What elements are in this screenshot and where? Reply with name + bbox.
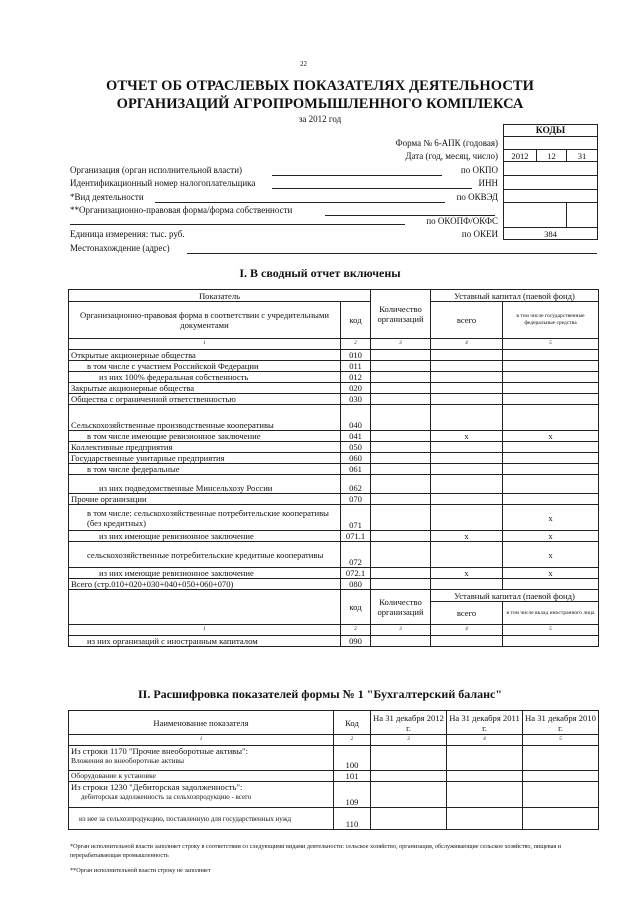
cell-count[interactable]: [371, 405, 431, 431]
row-label: дебиторская задолженность за сельхозпродукцию - всего: [81, 793, 252, 801]
table-row: [69, 442, 599, 453]
table-row: [69, 350, 599, 361]
cell-2012[interactable]: [371, 771, 447, 782]
table-row: [69, 431, 599, 442]
t1-h-state: в том числе государственные федеральные средства: [503, 302, 599, 339]
cell-state[interactable]: [503, 579, 599, 590]
cell-total[interactable]: [431, 636, 503, 647]
row-label: Вложения во внеоборотные активы: [71, 756, 185, 765]
t1-h-total: всего: [431, 302, 503, 339]
t1-h2-code: код: [341, 590, 371, 625]
row-code: 080: [341, 579, 371, 590]
row-label: из них подведомственные Минсельхозу России: [69, 475, 341, 494]
table-row: [69, 579, 599, 590]
t1-h-form: Организационно-правовая форма в соответствии с учредительными документами: [69, 302, 341, 339]
cell-state[interactable]: х: [503, 568, 599, 579]
report-title-line1: ОТЧЕТ ОБ ОТРАСЛЕВЫХ ПОКАЗАТЕЛЯХ ДЕЯТЕЛЬНОСТИ: [105, 78, 535, 94]
row-label: из них организаций с иностранным капиталом: [69, 636, 341, 647]
date-day[interactable]: 31: [567, 150, 598, 162]
legal-form-input-2[interactable]: [70, 215, 405, 225]
unit-label: Единица измерения: тыс. руб.: [70, 229, 185, 239]
row-label: Коллективные предприятия: [69, 442, 341, 453]
row-label: Открытые акционерные общества: [69, 350, 341, 361]
codes-box: [503, 124, 598, 240]
form-label: Форма № 6-АПК (годовая): [395, 138, 498, 148]
row-code: 060: [341, 453, 371, 464]
row-label: Оборудование к установке: [69, 771, 334, 782]
cell-state[interactable]: [503, 405, 599, 431]
cell-2012[interactable]: [371, 782, 447, 808]
t1-num2-3: 3: [371, 625, 431, 636]
cell-count[interactable]: [371, 350, 431, 361]
okfs-cell[interactable]: [567, 203, 598, 228]
row-code: 072.1: [341, 568, 371, 579]
cell-2011[interactable]: [447, 771, 523, 782]
row-label: Прочие организации: [69, 494, 341, 505]
table-row: [69, 636, 599, 647]
cell-total[interactable]: [431, 464, 503, 475]
table-row: [69, 394, 599, 405]
cell-total[interactable]: [431, 350, 503, 361]
row-code: 061: [341, 464, 371, 475]
cell-2011[interactable]: [447, 808, 523, 830]
cell-state[interactable]: [503, 372, 599, 383]
cell-count[interactable]: [371, 531, 431, 542]
row-label: из них имеющие ревизионное заключение: [69, 568, 341, 579]
row-code: 010: [341, 350, 371, 361]
row-code: 072: [341, 542, 371, 568]
okei-label: по ОКЕИ: [461, 229, 498, 239]
cell-2010[interactable]: [523, 782, 599, 808]
row-code: 012: [341, 372, 371, 383]
t2-num-1: 1: [69, 735, 334, 746]
cell-count[interactable]: [371, 361, 431, 372]
table-row: [69, 405, 599, 431]
t1-num-3: 3: [371, 339, 431, 350]
cell-count[interactable]: [371, 383, 431, 394]
table-row: [69, 542, 599, 568]
t2-num-3: 3: [371, 735, 447, 746]
cell-state[interactable]: [503, 453, 599, 464]
row-code: 020: [341, 383, 371, 394]
date-label: Дата (год, месяц, число): [405, 151, 498, 161]
cell-2010[interactable]: [523, 808, 599, 830]
cell-state[interactable]: [503, 475, 599, 494]
date-year[interactable]: 2012: [504, 150, 537, 162]
row-label: Всего (стр.010+020+030+040+050+060+070): [69, 579, 341, 590]
t2-num-5: 5: [523, 735, 599, 746]
table-row: [69, 464, 599, 475]
cell-count[interactable]: [371, 431, 431, 442]
footnote-1: *Орган исполнительной власти заполняет строку в соответствии со следующими видами деятельности: сельское хозяйство, организация, обслуживающие сельское хозяйство, пищевая и перерабатывающая промышленность: [70, 843, 562, 859]
t2-h-2011: На 31 декабря 2011 г.: [447, 711, 523, 735]
cell-2010[interactable]: [523, 771, 599, 782]
cell-total[interactable]: [431, 372, 503, 383]
cell-count[interactable]: [371, 464, 431, 475]
report-year: за 2012 год: [298, 114, 342, 124]
cell-count[interactable]: [371, 475, 431, 494]
codes-header: КОДЫ: [504, 125, 598, 137]
cell-total[interactable]: [431, 453, 503, 464]
cell-total[interactable]: х: [431, 431, 503, 442]
t2-h-name: Наименование показателя: [69, 711, 334, 735]
inn-code-label: ИНН: [478, 178, 498, 188]
cell-count[interactable]: [371, 542, 431, 568]
cell-2011[interactable]: [447, 782, 523, 808]
cell-state[interactable]: [503, 394, 599, 405]
cell-state[interactable]: [503, 442, 599, 453]
t1-num2-4: 4: [431, 625, 503, 636]
table-row: [69, 372, 599, 383]
okopf-cell[interactable]: [504, 203, 567, 228]
table-row: [69, 505, 599, 531]
row-code: 011: [341, 361, 371, 372]
row-code: 030: [341, 394, 371, 405]
cell-total[interactable]: [431, 383, 503, 394]
activity-input[interactable]: [155, 193, 445, 203]
t1-h-capital: Уставный капитал (паевой фонд): [431, 290, 599, 302]
row-code: 050: [341, 442, 371, 453]
cell-state[interactable]: [503, 361, 599, 372]
row-code: 062: [341, 475, 371, 494]
t2-num-4: 4: [447, 735, 523, 746]
table-row: [69, 453, 599, 464]
cell-count[interactable]: [371, 579, 431, 590]
cell-count[interactable]: [371, 453, 431, 464]
t1-num2-2: 2: [341, 625, 371, 636]
footnote-2: **Орган исполнительной власти строку не заполняет: [70, 867, 211, 874]
location-input[interactable]: [187, 244, 597, 254]
inn-cell[interactable]: [504, 176, 598, 190]
cell-total[interactable]: х: [431, 568, 503, 579]
row-label: Общества с ограниченной ответственностью: [69, 394, 341, 405]
cell-foreign[interactable]: [503, 636, 599, 647]
table-row: [69, 494, 599, 505]
row-label-group: [69, 746, 334, 771]
t1-h-code: код: [341, 302, 371, 339]
inn-input[interactable]: [272, 179, 472, 189]
table-row: [69, 568, 599, 579]
row-group-title: Из строки 1230 "Дебиторская задолженность":: [71, 782, 243, 792]
org-label: Организация (орган исполнительной власти): [70, 165, 243, 175]
row-label: Закрытые акционерные общества: [69, 383, 341, 394]
cell-total[interactable]: [431, 579, 503, 590]
row-code: 109: [334, 782, 371, 808]
table-row: [69, 361, 599, 372]
page-number: 22: [300, 60, 307, 68]
cell-total[interactable]: [431, 442, 503, 453]
location-label: Местонахождение (адрес): [70, 243, 170, 253]
row-label: Государственные унитарные предприятия: [69, 453, 341, 464]
inn-label: Идентификационный номер налогоплательщика: [70, 178, 256, 188]
cell-total[interactable]: [431, 475, 503, 494]
t2-h-code: Код: [334, 711, 371, 735]
t2-h-2012: На 31 декабря 2012 г.: [371, 711, 447, 735]
okopf-label: по ОКОПФ/ОКФС: [426, 216, 498, 226]
okpo-label: по ОКПО: [460, 165, 498, 175]
row-label: в том числе федеральные: [69, 464, 341, 475]
t1-num-1: 1: [69, 339, 341, 350]
section1-title: I. В сводный отчет включены: [239, 266, 401, 280]
row-label: из них 100% федеральная собственность: [69, 372, 341, 383]
cell-state[interactable]: х: [503, 542, 599, 568]
row-code: 110: [334, 808, 371, 830]
table-row: [69, 771, 599, 782]
okei-value[interactable]: 384: [504, 228, 598, 240]
row-code: 070: [341, 494, 371, 505]
t1-num-4: 4: [431, 339, 503, 350]
t1-num-5: 5: [503, 339, 599, 350]
table-row: [69, 475, 599, 494]
cell-count[interactable]: [371, 394, 431, 405]
row-label: в том числе с участием Российской Федерации: [69, 361, 341, 372]
t2-h-2010: На 31 декабря 2010 г.: [523, 711, 599, 735]
row-code: 101: [334, 771, 371, 782]
cell-2010[interactable]: [523, 746, 599, 771]
okved-label: по ОКВЭД: [456, 192, 498, 202]
date-month[interactable]: 12: [537, 150, 567, 162]
row-code: 090: [341, 636, 371, 647]
table-row: [69, 746, 599, 771]
t2-num-2: 2: [334, 735, 371, 746]
row-group-title: Из строки 1170 "Прочие внеоборотные активы":: [71, 746, 248, 756]
t1-h-indicator: Показатель: [69, 290, 371, 302]
table-row: [69, 531, 599, 542]
cell-count[interactable]: [371, 636, 431, 647]
row-label: в том числе: сельскохозяйственные потребительские кооперативы (без кредитных): [69, 505, 341, 531]
table-row: [69, 782, 599, 808]
report-title-line2: ОРГАНИЗАЦИЙ АГРОПРОМЫШЛЕННОГО КОМПЛЕКСА: [116, 96, 524, 112]
table-row: [69, 808, 599, 830]
section2-title: II. Расшифровка показателей формы № 1 "Бухгалтерский баланс": [138, 687, 502, 701]
okpo-cell[interactable]: [504, 162, 598, 176]
cell-total[interactable]: [431, 542, 503, 568]
row-code: 071.1: [341, 531, 371, 542]
form-code-cell[interactable]: [504, 137, 598, 150]
table-row: [69, 383, 599, 394]
row-code: 100: [334, 746, 371, 771]
cell-state[interactable]: [503, 350, 599, 361]
cell-state[interactable]: х: [503, 431, 599, 442]
cell-state[interactable]: [503, 494, 599, 505]
cell-total[interactable]: [431, 405, 503, 431]
row-code: 041: [341, 431, 371, 442]
row-label-group: [69, 782, 334, 808]
t1-h2-count: Количество организаций: [371, 590, 431, 625]
cell-count[interactable]: [371, 505, 431, 531]
cell-count[interactable]: [371, 568, 431, 579]
cell-total[interactable]: х: [431, 531, 503, 542]
t1-h-count: Количество организаций: [371, 290, 431, 339]
cell-total[interactable]: [431, 505, 503, 531]
row-label: из них имеющие ревизионное заключение: [69, 531, 341, 542]
cell-2012[interactable]: [371, 746, 447, 771]
t1-h2-blank: [69, 590, 341, 625]
row-label: сельскохозяйственные потребительские кредитные кооперативы: [69, 542, 341, 568]
activity-label: *Вид деятельности: [70, 192, 144, 202]
section2-table: [68, 710, 599, 830]
row-label: Сельскохозяйственные производственные кооперативы: [69, 405, 341, 431]
cell-total[interactable]: [431, 361, 503, 372]
section1-table: [68, 289, 599, 647]
cell-state[interactable]: х: [503, 531, 599, 542]
org-input[interactable]: [272, 166, 442, 176]
okved-cell[interactable]: [504, 190, 598, 203]
legal-form-label: **Организационно-правовая форма/форма собственности: [70, 205, 293, 215]
cell-total[interactable]: [431, 394, 503, 405]
cell-2011[interactable]: [447, 746, 523, 771]
t1-num2-1: 1: [69, 625, 341, 636]
row-code: 040: [341, 405, 371, 431]
row-label: в том числе имеющие ревизионное заключение: [69, 431, 341, 442]
cell-total[interactable]: [431, 494, 503, 505]
row-code: 071: [341, 505, 371, 531]
t1-num-2: 2: [341, 339, 371, 350]
cell-count[interactable]: [371, 372, 431, 383]
t1-h2-total: всего: [431, 602, 503, 625]
cell-2012[interactable]: [371, 808, 447, 830]
t1-num2-5: 5: [503, 625, 599, 636]
t1-h2-foreign: в том числе вклад иностранного лица: [503, 602, 599, 625]
cell-count[interactable]: [371, 494, 431, 505]
cell-count[interactable]: [371, 442, 431, 453]
t1-h2-capital: Уставный капитал (паевой фонд): [431, 590, 599, 602]
row-label: из нее за сельхозпродукцию, поставленную для государственных нужд: [69, 808, 334, 830]
cell-state[interactable]: х: [503, 505, 599, 531]
cell-state[interactable]: [503, 383, 599, 394]
cell-state[interactable]: [503, 464, 599, 475]
